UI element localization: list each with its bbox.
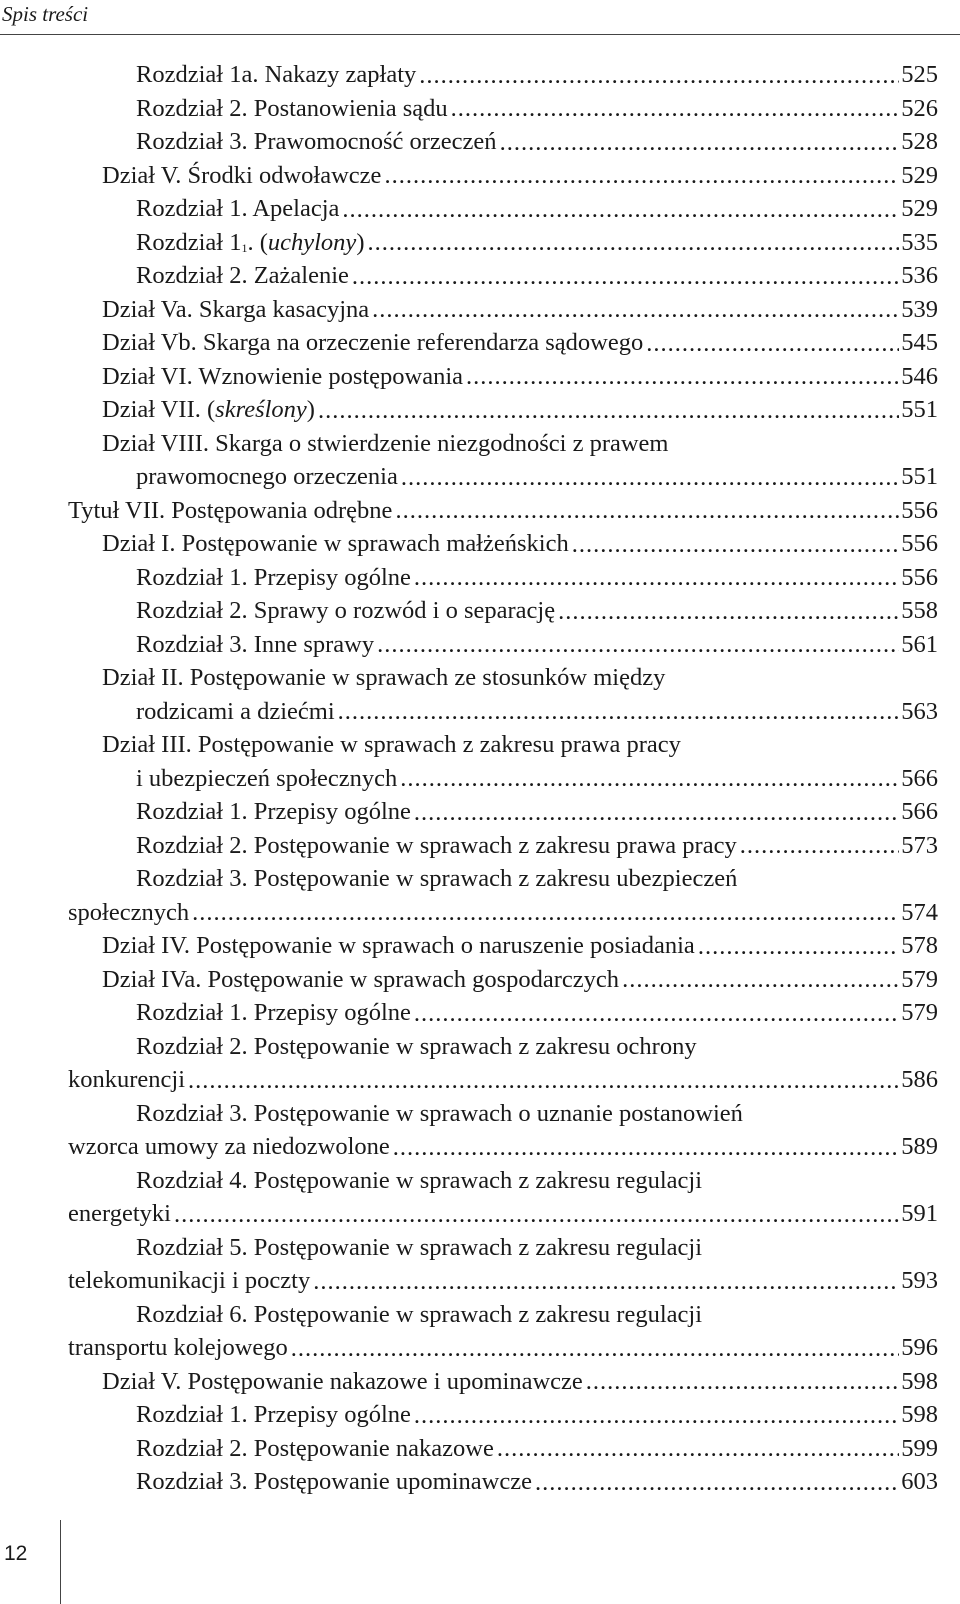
- dot-leader: [740, 837, 900, 855]
- toc-entry[interactable]: [68, 1164, 938, 1231]
- entry-page-number: 603: [901, 1468, 938, 1495]
- entry-title: Dział VIII. Skarga o stwierdzenie niezgodności z prawem: [102, 429, 669, 457]
- entry-title-part: Dział VII. (: [102, 396, 216, 423]
- entry-title: Rozdział 2. Postępowanie w sprawach z zakresu ochrony: [136, 1032, 697, 1060]
- entry-title: Rozdział 1a. Nakazy zapłaty: [136, 61, 417, 88]
- entry-page-number: 526: [901, 94, 938, 122]
- entry-page-number: 598: [901, 1367, 938, 1395]
- entry-page-number: 579: [901, 999, 938, 1026]
- entry-title-part: ): [356, 228, 365, 256]
- entry-page-number: 563: [901, 697, 938, 725]
- entry-title-part: . (: [247, 228, 268, 256]
- running-header: Spis treści: [2, 2, 89, 26]
- toc-entry[interactable]: [68, 226, 938, 260]
- toc-entry[interactable]: [68, 326, 938, 360]
- toc-entry[interactable]: [68, 427, 938, 494]
- dot-leader: [192, 904, 899, 922]
- toc-entry[interactable]: [68, 795, 938, 829]
- toc-entry[interactable]: [68, 125, 938, 159]
- entry-title: Rozdział 3. Postępowanie w sprawach o uznanie postanowień: [136, 1099, 743, 1127]
- dot-leader: [466, 368, 899, 386]
- entry-title: Rozdział 2. Postanowienia sądu: [136, 94, 448, 122]
- entry-title: [102, 393, 315, 427]
- entry-title: Dział I. Postępowanie w sprawach małżeńskich: [102, 530, 569, 557]
- entry-title-part: uchylony: [267, 228, 357, 256]
- entry-page-number: 536: [901, 262, 938, 289]
- dot-leader: [497, 1440, 899, 1458]
- entry-page-number: 593: [901, 1267, 938, 1294]
- entry-title-continuation: rodzicami a dziećmi: [136, 697, 335, 725]
- dot-leader: [535, 1474, 899, 1492]
- entry-title: Rozdział 1. Przepisy ogólne: [136, 1401, 411, 1428]
- dot-leader: [414, 804, 899, 822]
- page-number: 12: [4, 1542, 28, 1565]
- entry-page-number: 539: [901, 295, 938, 323]
- toc-entry[interactable]: [68, 963, 938, 997]
- entry-page-number: 528: [901, 128, 938, 155]
- entry-title-continuation: prawomocnego orzeczenia: [136, 463, 398, 490]
- entry-page-number: 596: [901, 1334, 938, 1361]
- toc-entry[interactable]: [68, 929, 938, 963]
- dot-leader: [313, 1273, 899, 1291]
- toc-entry[interactable]: [68, 259, 938, 293]
- entry-page-number: 573: [901, 831, 938, 859]
- toc-entry[interactable]: [68, 494, 938, 528]
- entry-page-number: 566: [901, 764, 938, 792]
- entry-page-number: 598: [901, 1401, 938, 1428]
- entry-title: Rozdział 2. Postępowanie w sprawach z zakresu prawa pracy: [136, 831, 737, 859]
- dot-leader: [352, 268, 899, 286]
- toc-entry[interactable]: [68, 829, 938, 863]
- entry-page-number: 591: [901, 1200, 938, 1227]
- toc-entry[interactable]: [68, 1465, 938, 1499]
- entry-title: Rozdział 1. Apelacja: [136, 195, 340, 222]
- entry-title: Dział VI. Wznowienie postępowania: [102, 362, 464, 390]
- entry-page-number: 529: [901, 161, 938, 189]
- dot-leader: [572, 536, 900, 554]
- entry-page-number: 578: [901, 932, 938, 959]
- dot-leader: [367, 234, 899, 252]
- dot-leader: [393, 1139, 899, 1157]
- entry-title-continuation: i ubezpieczeń społecznych: [136, 764, 398, 792]
- entry-page-number: 556: [901, 530, 938, 557]
- entry-title-part: 1: [241, 240, 248, 255]
- dot-leader: [188, 1072, 899, 1090]
- entry-title-part: skreślony: [215, 396, 307, 423]
- entry-title: Dział IVa. Postępowanie w sprawach gospodarczych: [102, 965, 620, 993]
- toc-entry[interactable]: [68, 862, 938, 929]
- toc-entry[interactable]: [68, 1432, 938, 1466]
- entry-page-number: 551: [901, 463, 938, 490]
- entry-page-number: 579: [901, 965, 938, 993]
- dot-leader: [414, 569, 899, 587]
- entry-page-number: 551: [901, 396, 938, 423]
- entry-page-number: 556: [901, 496, 938, 524]
- dot-leader: [291, 1340, 899, 1358]
- dot-leader: [395, 502, 899, 520]
- dot-leader: [174, 1206, 899, 1224]
- entry-page-number: 535: [901, 228, 938, 256]
- toc-entry[interactable]: [68, 594, 938, 628]
- entry-page-number: 589: [901, 1133, 938, 1160]
- table-of-contents: [68, 58, 938, 1499]
- dot-leader: [338, 703, 900, 721]
- toc-entry[interactable]: [68, 159, 938, 193]
- entry-page-number: 599: [901, 1434, 938, 1462]
- entry-title: Rozdział 1. Przepisy ogólne: [136, 999, 411, 1026]
- toc-entry[interactable]: [68, 293, 938, 327]
- entry-title: Rozdział 3. Postępowanie upominawcze: [136, 1468, 532, 1495]
- entry-title: Dział V. Postępowanie nakazowe i upominawcze: [102, 1367, 583, 1395]
- dot-leader: [698, 938, 899, 956]
- dot-leader: [622, 971, 899, 989]
- entry-title: Rozdział 3. Inne sprawy: [136, 630, 375, 658]
- entry-title: Dział V. Środki odwoławcze: [102, 161, 382, 189]
- entry-page-number: 556: [901, 563, 938, 591]
- entry-title: Dział III. Postępowanie w sprawach z zakresu prawa pracy: [102, 731, 681, 758]
- dot-leader: [401, 469, 899, 487]
- entry-title-part: Rozdział 1: [136, 228, 242, 256]
- entry-title: Rozdział 2. Postępowanie nakazowe: [136, 1434, 494, 1462]
- toc-entry[interactable]: [68, 1231, 938, 1298]
- entry-title: Dział Va. Skarga kasacyjna: [102, 295, 370, 323]
- entry-page-number: 586: [901, 1066, 938, 1093]
- entry-page-number: 529: [901, 195, 938, 222]
- dot-leader: [646, 335, 899, 353]
- toc-entry[interactable]: [68, 561, 938, 595]
- entry-title: [136, 226, 364, 260]
- toc-entry[interactable]: [68, 58, 938, 92]
- entry-title: Rozdział 1. Przepisy ogólne: [136, 563, 411, 591]
- entry-title: Rozdział 2. Sprawy o rozwód i o separację: [136, 597, 556, 624]
- entry-page-number: 558: [901, 597, 938, 624]
- entry-title: Rozdział 2. Zażalenie: [136, 262, 349, 289]
- entry-title-continuation: konkurencji: [68, 1066, 186, 1093]
- entry-title-part: ): [306, 396, 315, 423]
- entry-title-continuation: wzorca umowy za niedozwolone: [68, 1133, 390, 1160]
- dot-leader: [414, 1005, 899, 1023]
- dot-leader: [384, 167, 899, 185]
- entry-page-number: 546: [901, 362, 938, 390]
- dot-leader: [586, 1373, 899, 1391]
- entry-title-continuation: telekomunikacji i poczty: [68, 1267, 311, 1294]
- dot-leader: [558, 603, 899, 621]
- entry-title: Dział IV. Postępowanie w sprawach o naruszenie posiadania: [102, 932, 695, 959]
- entry-page-number: 561: [901, 630, 938, 658]
- toc-entry[interactable]: [68, 1365, 938, 1399]
- dot-leader: [500, 134, 900, 152]
- entry-title: Rozdział 5. Postępowanie w sprawach z zakresu regulacji: [136, 1233, 703, 1261]
- toc-entry[interactable]: [68, 192, 938, 226]
- toc-entry[interactable]: [68, 360, 938, 394]
- entry-title-continuation: transportu kolejowego: [68, 1334, 288, 1361]
- dot-leader: [342, 201, 899, 219]
- dot-leader: [377, 636, 899, 654]
- folio-rule: [60, 1520, 61, 1604]
- entry-page-number: 574: [901, 898, 938, 926]
- entry-title: Tytuł VII. Postępowania odrębne: [68, 496, 393, 524]
- entry-title: Dział II. Postępowanie w sprawach ze stosunków między: [102, 664, 666, 691]
- entry-title: Rozdział 4. Postępowanie w sprawach z zakresu regulacji: [136, 1166, 703, 1194]
- entry-title-continuation: energetyki: [68, 1200, 171, 1227]
- entry-page-number: 566: [901, 798, 938, 825]
- dot-leader: [372, 301, 899, 319]
- entry-title: Dział Vb. Skarga na orzeczenie referendarza sądowego: [102, 329, 644, 356]
- toc-entry[interactable]: [68, 728, 938, 795]
- toc-entry[interactable]: [68, 1298, 938, 1365]
- dot-leader: [414, 1407, 899, 1425]
- entry-title-continuation: społecznych: [68, 898, 190, 926]
- toc-entry[interactable]: [68, 393, 938, 427]
- toc-entry[interactable]: [68, 661, 938, 728]
- entry-page-number: 525: [901, 61, 938, 88]
- toc-entry[interactable]: [68, 1030, 938, 1097]
- toc-entry[interactable]: [68, 1398, 938, 1432]
- toc-entry[interactable]: [68, 996, 938, 1030]
- toc-entry[interactable]: [68, 92, 938, 126]
- dot-leader: [318, 402, 899, 420]
- dot-leader: [400, 770, 899, 788]
- dot-leader: [451, 100, 900, 118]
- entry-title: Rozdział 3. Prawomocność orzeczeń: [136, 128, 497, 155]
- header-rule: [0, 34, 960, 35]
- dot-leader: [419, 67, 899, 85]
- entry-page-number: 545: [901, 329, 938, 356]
- toc-entry[interactable]: [68, 628, 938, 662]
- entry-title: Rozdział 1. Przepisy ogólne: [136, 798, 411, 825]
- toc-entry[interactable]: [68, 1097, 938, 1164]
- entry-title: Rozdział 6. Postępowanie w sprawach z zakresu regulacji: [136, 1300, 703, 1328]
- toc-entry[interactable]: [68, 527, 938, 561]
- entry-title: Rozdział 3. Postępowanie w sprawach z zakresu ubezpieczeń: [136, 865, 738, 892]
